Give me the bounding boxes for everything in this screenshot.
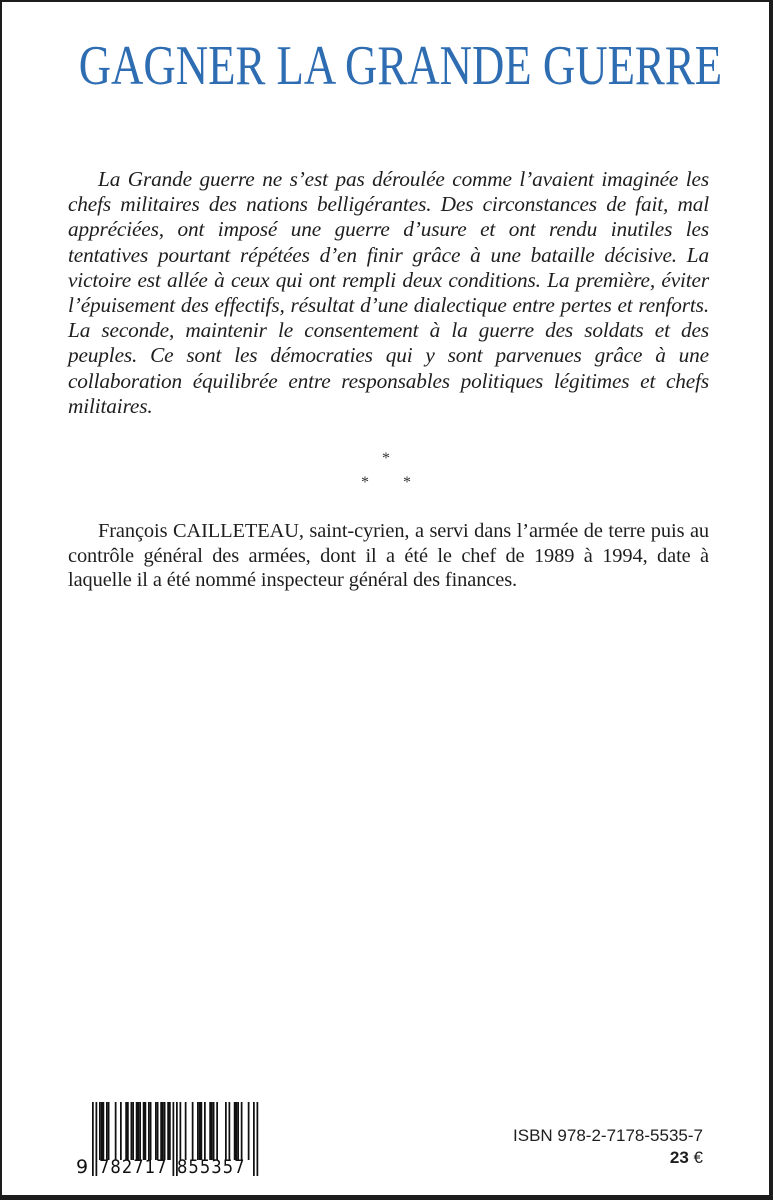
barcode-bar	[234, 1102, 236, 1160]
barcode-digits-left: 782717	[99, 1156, 168, 1178]
barcode-bar	[248, 1102, 250, 1160]
barcode-bar	[213, 1102, 215, 1160]
barcode-bar	[101, 1102, 103, 1160]
barcode-bar	[148, 1102, 150, 1160]
asterisk-left: *	[361, 474, 369, 491]
barcode-bar	[167, 1102, 169, 1160]
barcode-bar	[103, 1102, 105, 1160]
barcode-bar	[132, 1102, 134, 1160]
barcode-bar	[131, 1102, 133, 1160]
barcode-digits-right: 855357	[177, 1156, 246, 1178]
barcode-bar	[211, 1102, 213, 1160]
barcode-guard-bar	[96, 1102, 98, 1176]
barcode-bar	[138, 1102, 140, 1160]
barcode-bar	[229, 1102, 231, 1160]
barcode-bar	[199, 1102, 201, 1160]
price-currency: €	[693, 1148, 703, 1167]
barcode-bar	[162, 1102, 164, 1160]
barcode-bar	[125, 1102, 127, 1160]
book-title: GAGNER LA GRANDE GUERRE	[78, 35, 723, 97]
price-label	[670, 1148, 703, 1168]
barcode-bar	[145, 1102, 147, 1160]
barcode-guard-bar	[257, 1102, 259, 1176]
barcode-bar	[241, 1102, 243, 1160]
barcode-bar	[157, 1102, 159, 1160]
asterisk-right: *	[403, 474, 411, 491]
asterisk-top: *	[382, 450, 390, 467]
barcode-bar	[209, 1102, 211, 1160]
barcode-guard-bar	[92, 1102, 94, 1176]
barcode-bar	[237, 1102, 239, 1160]
barcode-bar	[236, 1102, 238, 1160]
book-back-cover	[2, 2, 769, 1195]
barcode-bar	[192, 1102, 194, 1160]
barcode-bar	[201, 1102, 203, 1160]
barcode-bar	[225, 1102, 227, 1160]
barcode-bar	[185, 1102, 187, 1160]
barcode-bar	[160, 1102, 162, 1160]
barcode-bar	[120, 1102, 122, 1160]
barcode-guard-bar	[253, 1102, 255, 1176]
price-amount: 23	[669, 1148, 689, 1167]
barcode-first-digit: 9	[76, 1156, 89, 1178]
barcode-bar	[136, 1102, 138, 1160]
barcode-bar	[106, 1102, 108, 1160]
barcode-bar	[197, 1102, 199, 1160]
barcode-bar	[108, 1102, 110, 1160]
barcode-bar	[164, 1102, 166, 1160]
blurb-paragraph: La Grande guerre ne s’est pas déroulée comme l’avaient imaginée les chefs militaires des nations belligérantes. Des circonstances de fait, mal appréciées, ont imposé une guerre d’usure et ont rendu inutiles les tentatives pourtant répétées d’en finir grâce à une bataille décisive. La victoire est allée à ceux qui ont rempli deux conditions. La première, éviter l’épuisement des effectifs, résultat d’une dialectique entre pertes et renforts. La seconde, maintenir le consentement à la guerre des soldats et des peuples. Ce sont les démocraties qui y sont parvenues grâce à une collaboration équilibrée entre responsables politiques légitimes et chefs militaires.	[68, 167, 709, 418]
barcode-bar	[143, 1102, 145, 1160]
isbn-barcode	[72, 1098, 272, 1180]
barcode-bar	[115, 1102, 117, 1160]
barcode-bar	[155, 1102, 157, 1160]
isbn-text: ISBN 978-2-7178-5535-7	[513, 1126, 703, 1145]
barcode-bar	[204, 1102, 206, 1160]
author-bio-paragraph: François CAILLETEAU, saint-cyrien, a servi dans l’armée de terre puis au contrôle général des armées, dont il a été le chef de 1989 à 1994, date à laquelle il a été nommé inspecteur général des finances.	[68, 520, 709, 591]
asterism-separator	[2, 449, 769, 499]
barcode-bar	[99, 1102, 101, 1160]
barcode-bar	[180, 1102, 182, 1160]
barcode-guard-bar	[173, 1102, 175, 1176]
barcode-bar	[127, 1102, 129, 1160]
barcode-bar	[216, 1102, 218, 1160]
barcode-bar	[139, 1102, 141, 1160]
barcode-bar	[169, 1102, 171, 1160]
barcode-bar	[150, 1102, 152, 1160]
